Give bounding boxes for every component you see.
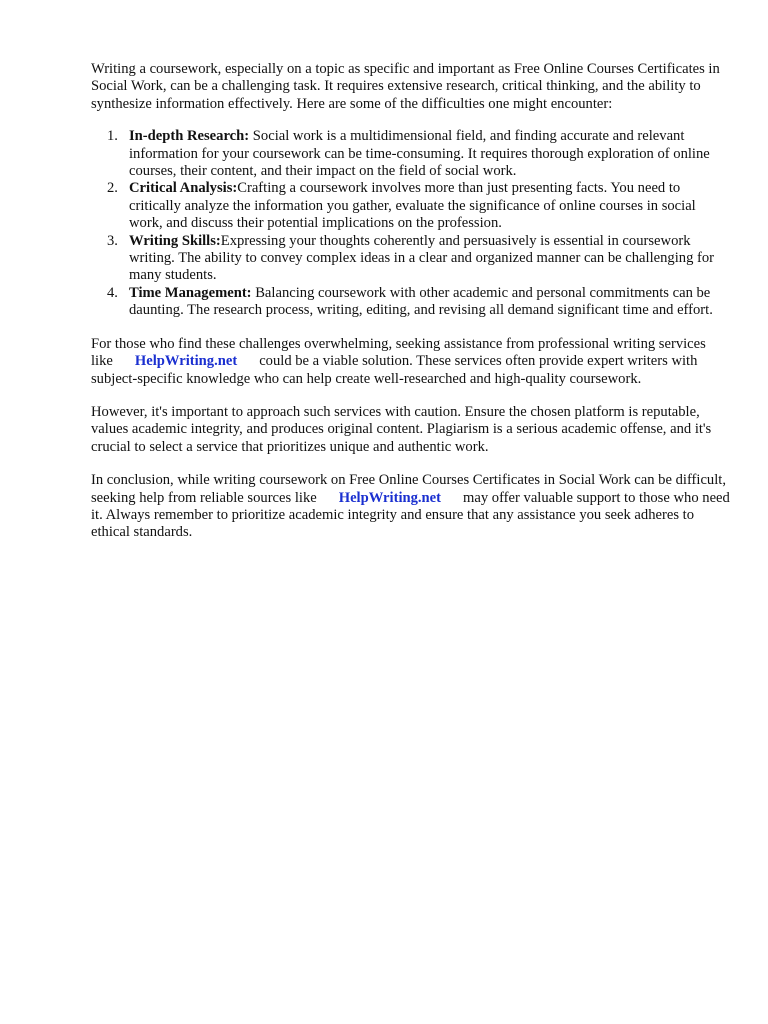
helpwriting-link[interactable]: HelpWriting.net [134, 353, 238, 370]
conclusion-paragraph [91, 472, 731, 542]
caution-paragraph: However, it's important to approach such services with caution. Ensure the chosen platform is reputable, values academic integrity, and produces original content. Plagiarism is a serious academic offense, and it's crucial to select a service that prioritizes unique and authentic work. [91, 403, 712, 455]
list-item-text: Expressing your thoughts coherently and persuasively is essential in coursework writing. The ability to convey complex ideas in a clear and organized manner can be challenging for many students. [129, 232, 715, 284]
intro-paragraph: Writing a coursework, especially on a topic as specific and important as Free Online Courses Certificates in Social Work, can be a challenging task. It requires extensive research, critical thinking, and the ability to synthesize information effectively. Here are some of the difficulties one might encounter: [91, 61, 720, 112]
list-item-text: Balancing coursework with other academic and personal commitments can be daunting. The research process, writing, editing, and revising all demand significant time and effort. [129, 284, 713, 319]
document-page [91, 61, 731, 542]
helpwriting-link[interactable]: HelpWriting.net [338, 489, 442, 506]
assistance-text-after: could be a viable solution. These services often provide expert writers with subject-specific knowledge who can help create well-researched and high-quality coursework. [91, 353, 698, 387]
list-item-title: Time Management: [129, 284, 252, 301]
conclusion-text-before: In conclusion, while writing coursework on Free Online Courses Certificates in Social Work can be difficult, seeking help from reliable sources like [91, 472, 726, 506]
list-item-text: Social work is a multidimensional field, and finding accurate and relevant information for your coursework can be time-consuming. It requires thorough exploration of online courses, their content, and their impact on the field of social work. [129, 128, 710, 180]
list-item-number: 1. [107, 128, 118, 145]
list-item [91, 285, 731, 320]
difficulties-list [91, 128, 731, 319]
assistance-paragraph [91, 336, 731, 388]
list-item-title: Writing Skills: [129, 232, 221, 249]
list-item [91, 128, 731, 180]
list-item-number: 4. [107, 284, 118, 301]
list-item-text: Crafting a coursework involves more than just presenting facts. You need to critically analyze the information you gather, evaluate the significance of online courses in social work, and discuss their potential implications on the profession. [129, 180, 696, 232]
list-item-number: 3. [107, 232, 118, 249]
list-item [91, 233, 731, 285]
list-item-title: Critical Analysis: [129, 180, 238, 197]
list-item [91, 180, 731, 232]
assistance-text-before: For those who find these challenges overwhelming, seeking assistance from professional writing services like [91, 335, 706, 370]
list-item-number: 2. [107, 180, 118, 197]
conclusion-text-after: may offer valuable support to those who need it. Always remember to prioritize academic integrity and ensure that any assistance you seek adheres to ethical standards. [91, 489, 730, 541]
list-item-title: In-depth Research: [129, 128, 250, 145]
